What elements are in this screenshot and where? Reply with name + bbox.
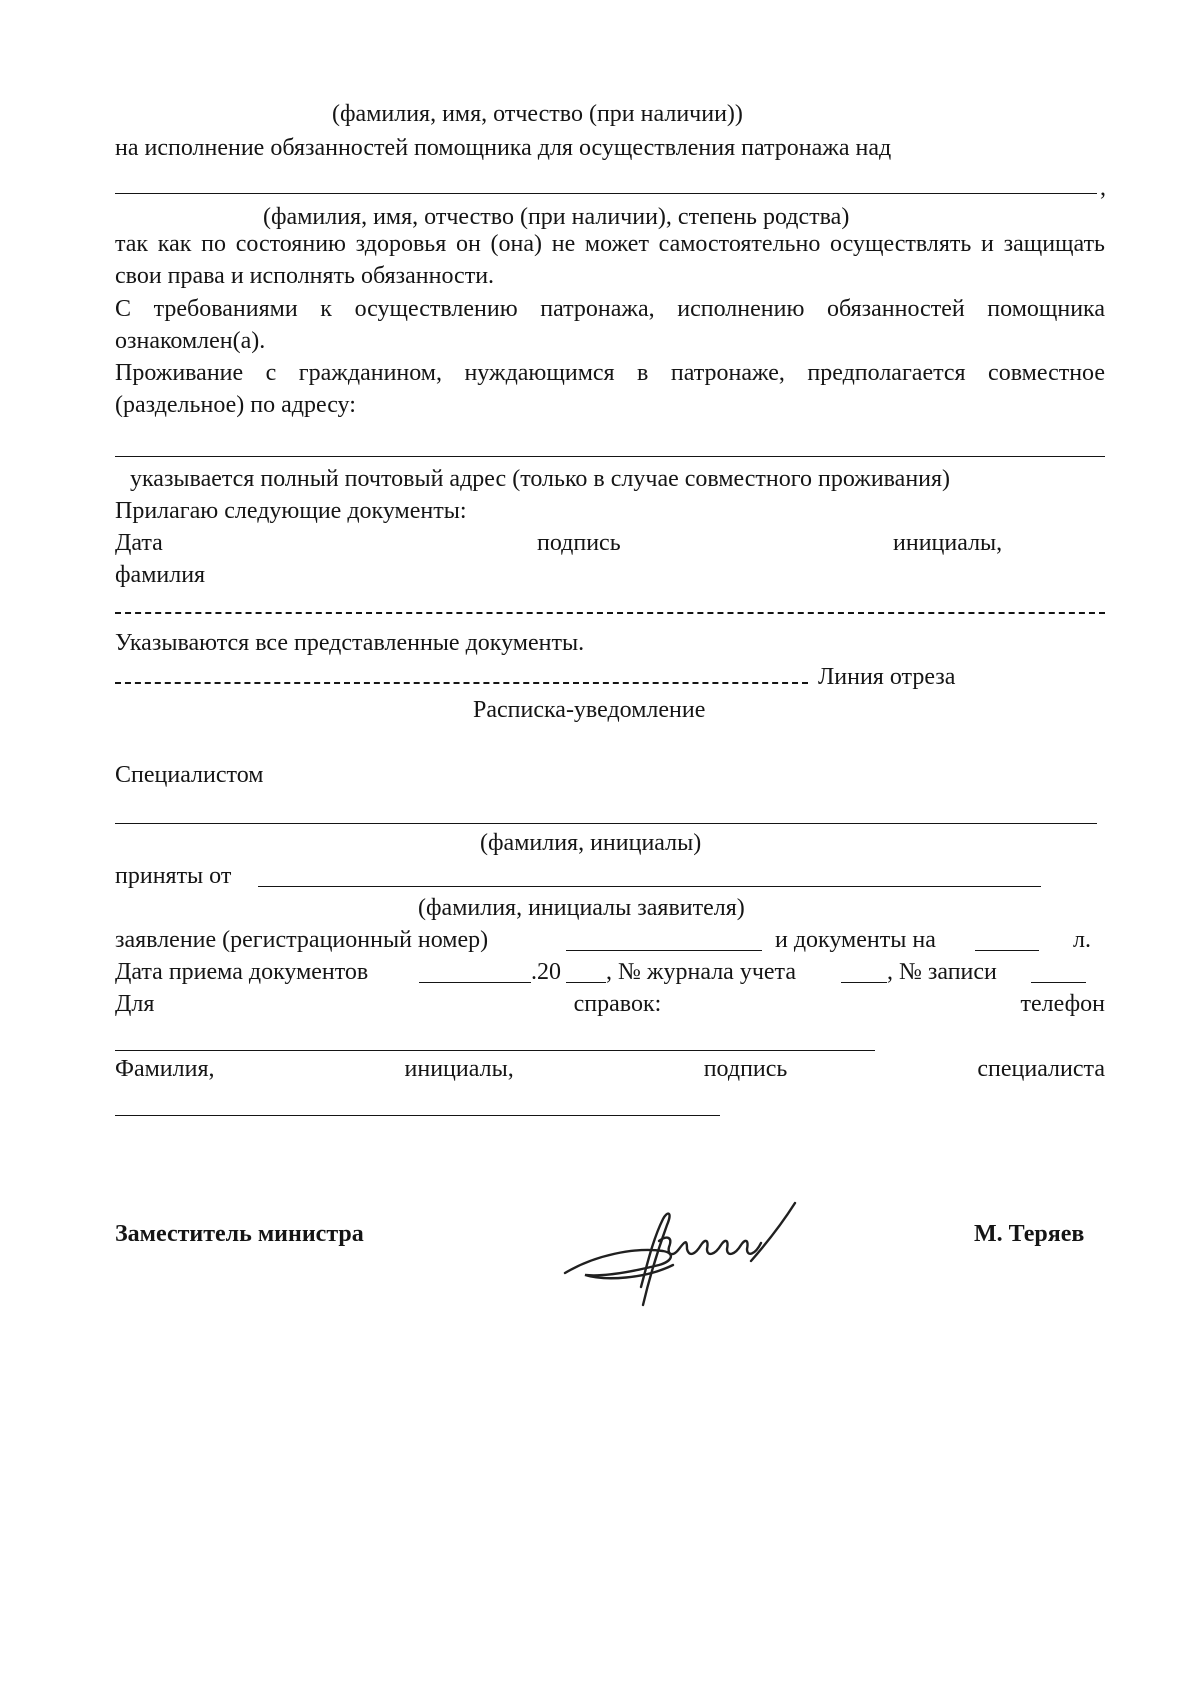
fill-line-year[interactable] xyxy=(566,982,606,983)
all-docs-note: Указываются все представленные документы. xyxy=(115,630,585,656)
specialist-row-initials: инициалы, xyxy=(404,1056,514,1082)
fill-line-ward[interactable] xyxy=(115,193,1097,194)
inquiry-phone: телефон xyxy=(1020,991,1105,1017)
fill-line-date[interactable] xyxy=(419,982,531,983)
paragraph-residence: Проживание с гражданином, нуждающимся в патронаже, предполагается совместное (раздельное) по адресу: xyxy=(115,360,1105,418)
application-label: заявление (регистрационный номер) xyxy=(115,927,489,953)
fill-line-specialist-sign[interactable] xyxy=(115,1115,720,1116)
signatory-position: Заместитель министра xyxy=(115,1221,364,1247)
specialist-label: Специалистом xyxy=(115,762,264,788)
dashed-separator xyxy=(115,612,1105,614)
accepted-from-label: приняты от xyxy=(115,863,232,889)
caption-applicant: (фамилия, инициалы заявителя) xyxy=(418,895,745,921)
paragraph-requirements: С требованиями к осуществлению патронажа, исполнению обязанностей помощника ознакомлен(а). xyxy=(115,296,1105,354)
record-label: , № записи xyxy=(887,959,997,985)
inquiry-inquiries: справок: xyxy=(573,991,662,1017)
specialist-row xyxy=(115,1055,1105,1084)
sign-row-date: Дата xyxy=(115,530,163,556)
cut-line-label: Линия отреза xyxy=(818,664,956,690)
line-obligations: на исполнение обязанностей помощника для осуществления патронажа над xyxy=(115,135,892,161)
specialist-row-specialist: специалиста xyxy=(977,1056,1105,1082)
fill-line-sheets[interactable] xyxy=(975,950,1039,951)
receipt-title: Расписка-уведомление xyxy=(473,697,706,723)
handwritten-signature xyxy=(555,1195,855,1315)
caption-address: указывается полный почтовый адрес (только в случае совместного проживания) xyxy=(130,466,951,492)
cut-line xyxy=(115,682,808,684)
sign-row-signature: подпись xyxy=(537,530,621,556)
caption-specialist: (фамилия, инициалы) xyxy=(480,830,702,856)
paragraph-health: так как по состоянию здоровья он (она) не может самостоятельно осуществлять и защищать свои права и исполнять обязанности. xyxy=(115,231,1105,289)
year-prefix: .20 xyxy=(531,959,561,985)
specialist-row-surname: Фамилия, xyxy=(115,1056,215,1082)
sign-row-initials: инициалы, xyxy=(893,530,1003,556)
docs-on-label: и документы на xyxy=(775,927,936,953)
sign-row-surname: фамилия xyxy=(115,562,206,588)
signatory-name: М. Теряев xyxy=(974,1221,1085,1247)
fill-line-journal[interactable] xyxy=(841,982,887,983)
inquiry-row xyxy=(115,990,1105,1019)
fill-line-address[interactable] xyxy=(115,456,1105,457)
sheets-label: л. xyxy=(1073,927,1091,953)
fill-line-specialist[interactable] xyxy=(115,823,1097,824)
caption-fio-relation: (фамилия, имя, отчество (при наличии), степень родства) xyxy=(263,204,850,230)
line-comma: , xyxy=(1100,175,1106,201)
specialist-row-signature: подпись xyxy=(703,1056,788,1082)
date-received-label: Дата приема документов xyxy=(115,959,369,985)
caption-fio: (фамилия, имя, отчество (при наличии)) xyxy=(332,101,743,127)
inquiry-for: Для xyxy=(115,991,155,1017)
fill-line-applicant[interactable] xyxy=(258,886,1041,887)
attach-docs-label: Прилагаю следующие документы: xyxy=(115,498,467,524)
fill-line-reg-number[interactable] xyxy=(566,950,762,951)
fill-line-record[interactable] xyxy=(1031,982,1086,983)
fill-line-phone[interactable] xyxy=(115,1050,875,1051)
journal-label: , № журнала учета xyxy=(606,959,796,985)
